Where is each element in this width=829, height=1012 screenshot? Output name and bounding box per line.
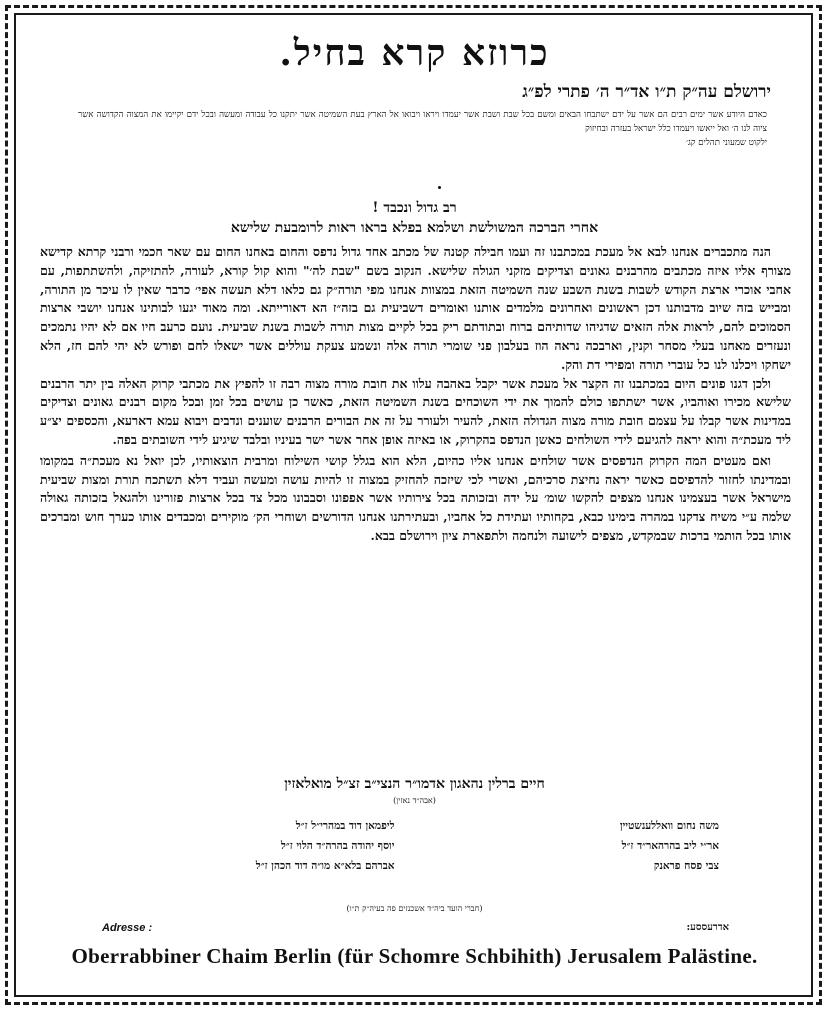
main-signature-title: (אבה״ד נאזין) [393,796,436,805]
cosigner-name: צבי פסח פראנק [653,860,719,872]
document-title: כרוזא קרא בחיל. [279,32,550,74]
intro-quote-source: ילקוט שמעוני תהלים קג׳ [686,138,767,148]
postal-address: Oberrabbiner Chaim Berlin (für Schomre Schbihith) Jerusalem Palästine. [71,944,758,968]
address-label-hebrew: אדרעססע: [686,922,729,933]
intro-quote-text: כאדם היודע אשר ימים רבים הם אשר על ידם ישתבחו הבאים ומשם בכל שבת ושבת אשר יעמדו ויראו ויבואו אל הארץ בעת השמיטה אשר יתקנו כל עבודה ומעשה ובכל ידם יקיימו את המצוה הקדושה אשר ציוה לנו ה׳ ואל ייאשו ויעמדו כלל ישראל בעזרה ובחיזוק [78,110,767,134]
cosigner-list [150,820,719,872]
paragraph-1: הנה מתכברים אנחנו לבא אל מעכת במכתבנו זה ועמו חבילה קטנה של מכתב אחד גדול נדפס והחום באחנו החום עם שאר חכמי ורבני קרתא קדישא מצורף אליו איזה מכתבים מהרבנים גאונים וצדיקים מזקני הגולה שלישא. הנקוב בשם "שבת לה׳" והוא קול קורא, לעורה, להתזיקה, ולהשתתפות, עם אחבי אוכרי ארצת הקודש לשבות בשנת השבע שנה השמיטה הזאת במצוות אנחנו מפי תורה״ק גם כלאו דלא תעשה אפי׳ כרבר שאין לו עיכר מן התורה, ומבייש בזה שיוב מדבותנו דכן ראשונים ואחרונים מלמדים אותנו ואומרים דשביעית גם בזה״ז הא דאורייתא. ומה מאוד יגעו לבותינו אנחנו יושבי ארצות הסמוכים להם, לראות אלה הזאים שדגיהו שדותיהם ברוח ובתודתם ריק בכל לקיים מצות תורה לשבות בשנת שביעית. נועם כרעב חיו אם לא יהיו נתמכים ונעזרים מאחנו בעלי מסחר וקנין, וארבכה נראה הוז בעלבון פני שומרי תורה אלה ונשמע צעקת עוללים אשר ישאלו לחם ופורש לא יהי להם חז, הלא ישחקו ויכלנו לנו כל עוברי תורה ומפירי דת והק. [40,244,791,372]
cosigner-name: אברהם בלא״א מו״ה דוד הכהן ז״ל [255,860,395,872]
paragraph-2: ולכן דגנו פונים היום במכתבנו זה הקצר אל מעכת אשר יקבל באהבה עלוו את חובת מורה מצוה רבה זו להפיץ את מכתבי קרוק האלה בין יתר הרבנים שלישא מכירו ואוהביו, אשר ישתתפו כולם להמוך את ידי השוכחים בשנת השמיטה הזאת, כאשר כן עושים בכל זמן ובכל מקום רבנים גאונים וצדיקים במדינות אשר קבלו על עצמם חובת מורה מצוה הגדולה הזאת, להעיר ולעורר על זה את הבורים הרבנים שוענים ונדבים ויבוא עמא דארעא, והכספים יצ״ע ליד מעכת״ה והוא יראה להגיעם לידי השולחים כאשן הנדפס בהקרוק, או באיזה אופן אחר אשר ישר בעיניו ובלבד שיגיע לידי השובתים בפה. [40,375,791,447]
cosigner-name: אר״י ליב בהרהאר״ד ז״ל [621,840,719,852]
cosigner-name: יוסף יהודה בהרה״ד הלוי ז״ל [280,840,395,852]
salutation: רב גדול ונכבד ! [372,200,457,216]
ink-dot [438,186,441,189]
intro-quote [78,108,767,150]
letter-body [40,243,791,546]
cosigner-name: ליפמאן דוד במהרי״ל ז״ל [295,820,395,832]
cosigner-name: משה נחום וואללענשטיין [619,820,719,832]
main-signature: חיים ברלין נהאגון אדמו״ר הנצי״ב זצ״ל מואלאזין [284,776,545,792]
address-label-german: Adresse : [102,922,153,934]
place-date-line: ירושלם עה״ק ת״ו אד״ר ה׳ פתרי לפ״ג [522,82,771,102]
paragraph-3: ואם מעטים המה הקרוק הנדפסים אשר שולחים אנחנו אליו כהיום, הלא הוא בגלל קושי השילוח ומרבית הוצאותיו, לכן יואל נא מעכת״ה במקומו ובמדינתו לחזור להדפיסם כאשר יראה נחיצת סרכיהם, ואשרי לכי שיזכה להחזיק במצוה זו להיות עושה ומעשה ועביד דלא תשתכח תורת ומצות שביעית מישראל אשר בעצמינו אנחנו מצפים להקשו שומ׳ על ידה ובזכותה בכל צירותיו אשר אפפונו וסבבונו מכל צד בכל ארצות פזורינו ולהגאל בזכותה גאולה שלמה ע״י משיח צדקנו במהרה בימינו כבא, בקחותיו ועתידת כל אחביו, ובעתירתנו אנחנו הדורשים ושוחרי הק׳ מוקירים ומכבדים אותו כערך חוש ומברכים אותו בכל הותמי ברכות שבמקדש, מצפים לישועה ולנחמה ולתפארת ציון וירושלם בבא. [40,452,791,543]
greeting-line: אחרי הברכה המשולשת ושלמא בפלא בראו ראות לרומבעת שלישא [230,220,599,236]
cosigner-note: (חברי הועד ביה״ד אשכנזים פה בעיה״ק ת״ו) [346,904,483,913]
